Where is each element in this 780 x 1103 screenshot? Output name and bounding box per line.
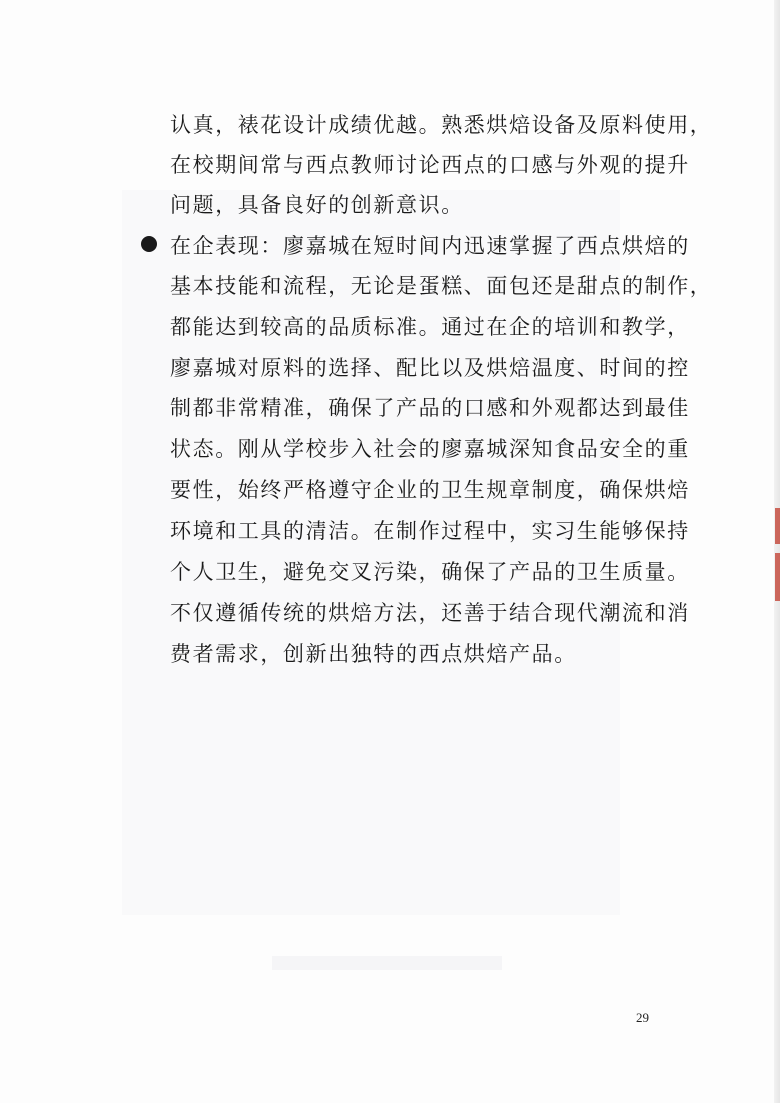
- text-line: 都能达到较高的品质标准。通过在企的培训和教学，: [170, 315, 690, 339]
- text-line: 费者需求，创新出独特的西点烘焙产品。: [170, 642, 577, 666]
- text-line: 制都非常精准，确保了产品的口感和外观都达到最佳: [170, 396, 690, 420]
- text-line: 在企表现：廖嘉城在短时间内迅速掌握了西点烘焙的: [170, 234, 690, 258]
- text-line: 环境和工具的清洁。在制作过程中，实习生能够保持: [170, 519, 690, 543]
- text-line: 个人卫生，避免交叉污染，确保了产品的卫生质量。: [170, 560, 690, 584]
- bullet-dot-icon: [141, 236, 157, 252]
- page-number: 29: [636, 1010, 649, 1025]
- red-seal-edge-mark: [775, 508, 780, 544]
- text-line: 廖嘉城对原料的选择、配比以及烘焙温度、时间的控: [170, 356, 690, 380]
- text-line: 要性，始终严格遵守企业的卫生规章制度，确保烘焙: [170, 478, 690, 502]
- text-line: 不仅遵循传统的烘焙方法，还善于结合现代潮流和消: [170, 601, 690, 625]
- bleed-through-caption: [272, 956, 502, 970]
- scan-edge: [774, 0, 780, 1103]
- text-line: 认真，裱花设计成绩优越。熟悉烘焙设备及原料使用，: [170, 113, 713, 137]
- text-line: 问题，具备良好的创新意识。: [170, 193, 464, 217]
- text-line: 基本技能和流程，无论是蛋糕、面包还是甜点的制作，: [170, 274, 713, 298]
- red-seal-edge-mark: [775, 553, 780, 601]
- text-line: 在校期间常与西点教师讨论西点的口感与外观的提升: [170, 153, 690, 177]
- text-line: 状态。刚从学校步入社会的廖嘉城深知食品安全的重: [170, 437, 690, 461]
